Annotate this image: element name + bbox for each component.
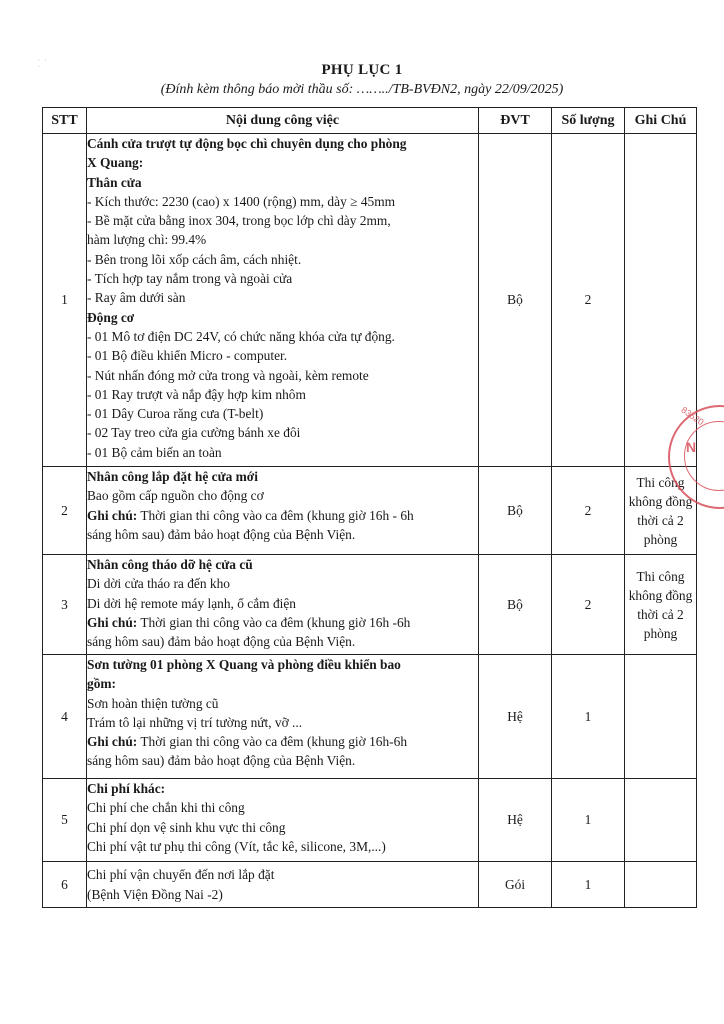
row-quantity: 1	[552, 862, 625, 908]
row-title-line: X Quang:	[87, 155, 144, 171]
row-title-line: Chi phí khác:	[87, 781, 166, 796]
row-stt: 1	[43, 134, 87, 467]
content-line: - 01 Mô tơ điện DC 24V, có chức năng khóa cửa tự động.	[87, 328, 395, 344]
row-stt: 2	[43, 467, 87, 555]
row-note	[625, 862, 697, 908]
content-line: - Tích hợp tay nắm trong và ngoài cửa	[87, 271, 293, 287]
content-line: - Ray âm dưới sàn	[87, 290, 186, 306]
note-label: Ghi chú:	[87, 614, 138, 630]
note-line	[87, 732, 478, 751]
row-stt: 6	[43, 862, 87, 908]
content-line: Di dời hệ remote máy lạnh, ổ cắm điện	[87, 595, 296, 611]
content-line: (Bệnh Viện Đồng Nai -2)	[87, 886, 223, 902]
row-title-line: Sơn tường 01 phòng X Quang và phòng điều khiển bao	[87, 657, 401, 672]
row-title-line: Cánh cửa trượt tự động bọc chì chuyên dụng cho phòng	[87, 136, 407, 151]
row-title-line: gồm:	[87, 676, 117, 692]
note-cell-line: phòng	[643, 625, 678, 641]
note-text: Thời gian thi công vào ca đêm (khung giờ 16h - 6h	[137, 507, 414, 523]
note-line: sáng hôm sau) đảm bảo hoạt động của Bệnh Viện.	[87, 753, 356, 769]
table-row	[43, 467, 697, 555]
note-cell-line: không đồng	[628, 493, 693, 509]
row-unit: Bộ	[479, 134, 552, 467]
row-title-line: Nhân công lắp đặt hệ cửa mới	[87, 469, 258, 484]
row-unit: Gói	[479, 862, 552, 908]
column-header-unit: ĐVT	[479, 108, 552, 134]
row-unit: Hệ	[479, 779, 552, 862]
note-cell-line: Thi công	[636, 568, 685, 584]
content-line: Di dời cửa tháo ra đến kho	[87, 576, 230, 592]
note-line: sáng hôm sau) đảm bảo hoạt động của Bệnh Viện.	[87, 634, 356, 650]
section-heading: Động cơ	[87, 309, 135, 325]
note-cell-line: phòng	[643, 531, 678, 547]
content-line: - 01 Dây Curoa răng cưa (T-belt)	[87, 406, 264, 422]
content-line: - Bề mặt cửa bằng inox 304, trong bọc lớp chì dày 2mm,	[87, 213, 391, 229]
note-cell-line: Thi công	[636, 474, 685, 490]
note-label: Ghi chú:	[87, 507, 138, 523]
content-line: - 01 Ray trượt và nắp đậy hợp kim nhôm	[87, 386, 306, 402]
row-content	[87, 862, 479, 908]
row-content	[87, 655, 479, 779]
row-note	[625, 467, 697, 555]
content-line: Chi phí dọn vệ sinh khu vực thi công	[87, 819, 286, 835]
page-title: PHỤ LỤC 1	[321, 62, 403, 78]
column-header-stt: STT	[43, 108, 87, 134]
content-line: Bao gồm cấp nguồn cho động cơ	[87, 488, 264, 504]
row-quantity: 1	[552, 779, 625, 862]
row-unit: Hệ	[479, 655, 552, 779]
content-line: - Bên trong lõi xốp cách âm, cách nhiệt.	[87, 251, 302, 267]
scan-specks: · · ·	[38, 58, 47, 70]
content-line: Chi phí che chắn khi thi công	[87, 800, 245, 816]
stamp-number: 83520	[679, 404, 706, 428]
note-cell-line: thời cả 2	[637, 606, 684, 622]
row-stt: 3	[43, 555, 87, 655]
content-line: Trám tô lại những vị trí tường nứt, vỡ ...	[87, 714, 303, 730]
row-stt: 5	[43, 779, 87, 862]
content-line: Chi phí vận chuyển đến nơi lắp đặt	[87, 867, 275, 883]
row-content	[87, 134, 479, 467]
content-line: - 02 Tay treo cửa gia cường bánh xe đôi	[87, 425, 301, 441]
row-quantity: 2	[552, 467, 625, 555]
row-content	[87, 467, 479, 555]
note-line	[87, 613, 478, 632]
note-cell-line: không đồng	[628, 587, 693, 603]
note-cell-line: thời cả 2	[637, 512, 684, 528]
row-quantity: 2	[552, 134, 625, 467]
row-note	[625, 555, 697, 655]
note-line	[87, 506, 478, 525]
table-row	[43, 555, 697, 655]
row-quantity: 1	[552, 655, 625, 779]
row-stt: 4	[43, 655, 87, 779]
content-line: - 01 Bộ cảm biến an toàn	[87, 444, 222, 460]
row-note	[625, 134, 697, 467]
table-row	[43, 862, 697, 908]
column-header-content: Nội dung công việc	[87, 108, 479, 134]
row-content	[87, 779, 479, 862]
column-header-note: Ghi Chú	[625, 108, 697, 134]
table-header-row	[43, 108, 697, 134]
column-header-quantity: Số lượng	[552, 108, 625, 134]
content-line: - 01 Bộ điều khiển Micro - computer.	[87, 348, 288, 364]
note-label: Ghi chú:	[87, 734, 138, 750]
table-row	[43, 655, 697, 779]
table-row	[43, 779, 697, 862]
row-note	[625, 655, 697, 779]
note-line: sáng hôm sau) đảm bảo hoạt động của Bệnh Viện.	[87, 526, 356, 542]
content-line: - Nút nhấn đóng mở cửa trong và ngoài, kèm remote	[87, 367, 369, 383]
row-title-line: Nhân công tháo dỡ hệ cửa cũ	[87, 557, 253, 572]
content-line: - Kích thước: 2230 (cao) x 1400 (rộng) mm, dày ≥ 45mm	[87, 193, 396, 209]
row-quantity: 2	[552, 555, 625, 655]
table-row	[43, 134, 697, 467]
row-unit: Bộ	[479, 555, 552, 655]
stamp-letter: N	[686, 439, 697, 455]
content-line: Sơn hoàn thiện tường cũ	[87, 695, 219, 711]
row-unit: Bộ	[479, 467, 552, 555]
section-heading: Thân cửa	[87, 174, 142, 190]
appendix-table	[42, 107, 697, 908]
row-note	[625, 779, 697, 862]
note-text: Thời gian thi công vào ca đêm (khung giờ 16h -6h	[137, 614, 411, 630]
note-text: Thời gian thi công vào ca đêm (khung giờ 16h-6h	[137, 734, 408, 750]
row-content	[87, 555, 479, 655]
page-subtitle: (Đính kèm thông báo mời thầu số: ……../TB-BVĐN2, ngày 22/09/2025)	[160, 82, 564, 97]
content-line: hàm lượng chì: 99.4%	[87, 232, 207, 248]
content-line: Chi phí vật tư phụ thi công (Vít, tắc kê, silicone, 3M,...)	[87, 838, 386, 854]
